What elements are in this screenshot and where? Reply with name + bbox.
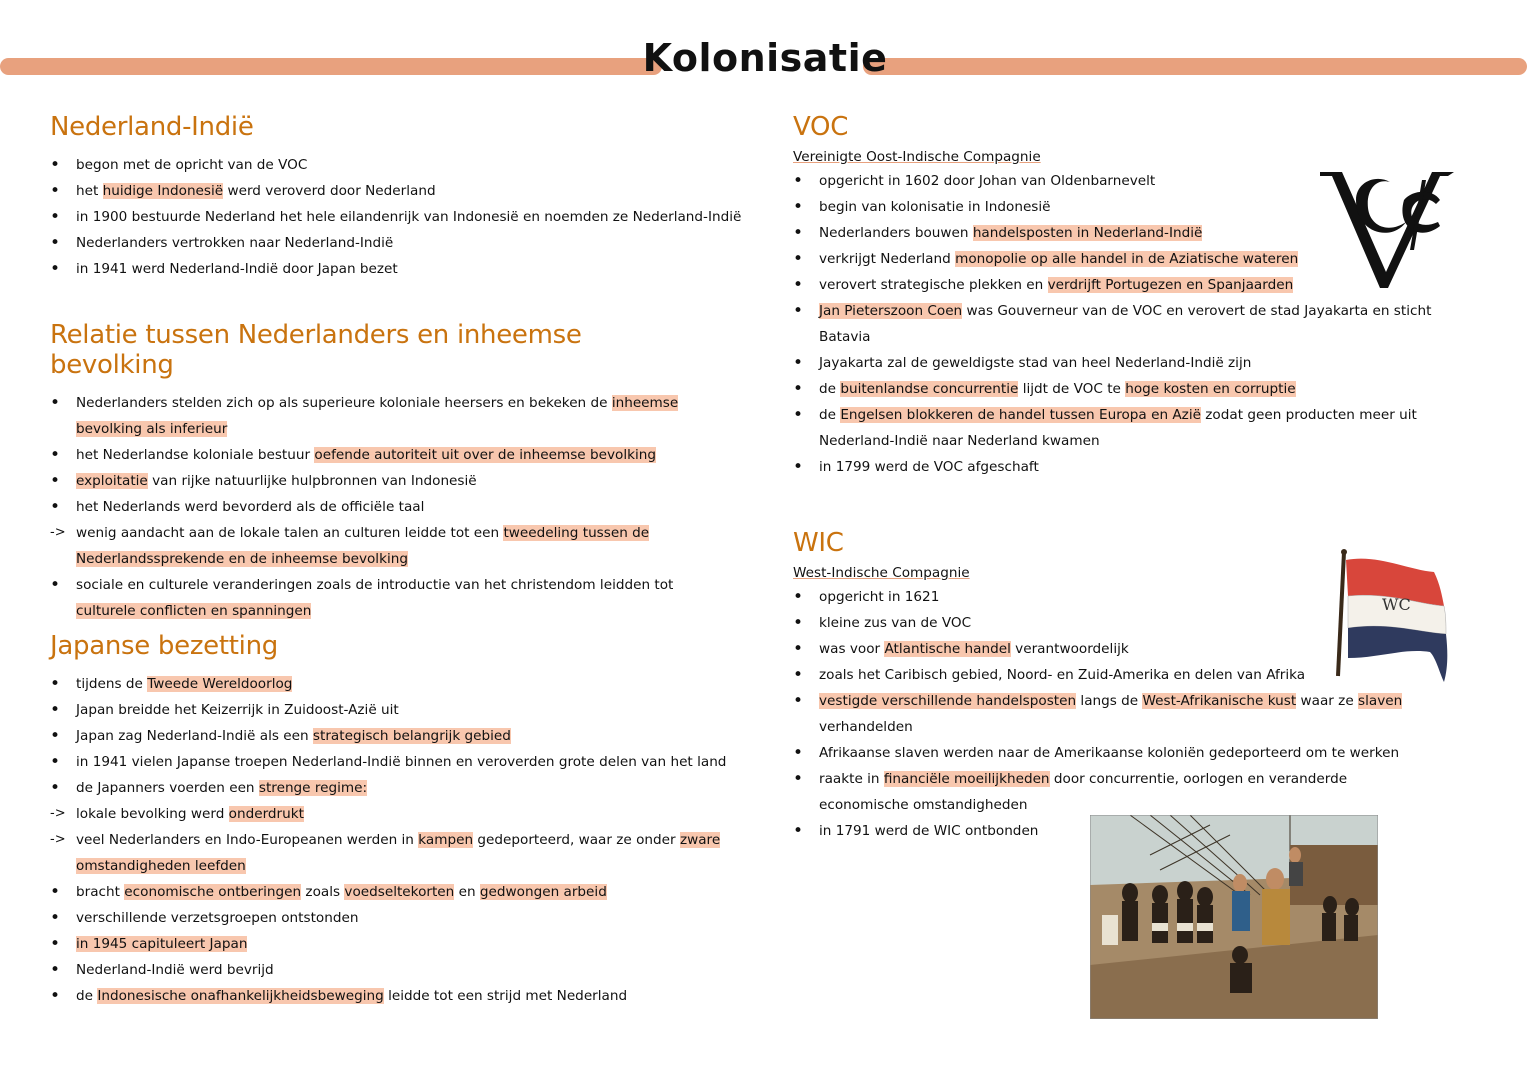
list-item — [793, 688, 1433, 740]
list-item-text: tijdens de — [76, 676, 148, 692]
list-item-text: de — [819, 407, 841, 423]
list-item-text: sociale en culturele veranderingen zoals de introductie van het christendom leidden tot — [76, 577, 674, 593]
highlighted-text: Jan Pieterszoon Coen — [819, 303, 963, 319]
list-item-text: Japan zag Nederland-Indië als een — [76, 728, 313, 744]
list-item — [793, 454, 1453, 480]
highlighted-text: onderdrukt — [228, 806, 304, 822]
list-item-text: in 1900 bestuurde Nederland het hele eilandenrijk van Indonesië en noemden ze Nederland-Indië — [76, 209, 742, 225]
list-item — [50, 390, 700, 442]
highlighted-text: tweedeling tussen de Nederlandssprekende en de inheemse bevolking — [76, 525, 650, 567]
list-item-text: van rijke natuurlijke hulpbronnen van Indonesië — [147, 473, 477, 489]
list-item-text: in 1941 werd Nederland-Indië door Japan bezet — [76, 261, 398, 277]
highlighted-text: zware omstandigheden leefden — [76, 832, 721, 874]
section-subtitle: West-Indische Compagnie — [793, 565, 970, 581]
list-item-text: Nederlanders bouwen — [819, 225, 973, 241]
slave-ship-illustration — [1090, 815, 1378, 1019]
highlighted-text: handelsposten in Nederland-Indië — [972, 225, 1203, 241]
list-item — [793, 740, 1433, 766]
list-item-text: in 1791 werd de WIC ontbonden — [819, 823, 1039, 839]
list-item-text: zoals het Caribisch gebied, Noord- en Zuid-Amerika en delen van Afrika — [819, 667, 1306, 683]
list-item — [50, 931, 740, 957]
section-nederland-indie — [50, 112, 750, 282]
list-item — [793, 376, 1453, 402]
list-item-text: zodat geen producten meer uit Nederland-Indië naar Nederland kwamen — [819, 407, 1417, 449]
highlighted-text: vestigde verschillende handelsposten — [819, 693, 1077, 709]
section-subtitle: Vereinigte Oost-Indische Compagnie — [793, 149, 1041, 165]
list-item-text: lokale bevolking werd — [76, 806, 229, 822]
list-item — [50, 905, 740, 931]
section-title: WIC — [793, 528, 844, 558]
list-item-text: wenig aandacht aan de lokale talen an culturen leidde tot een — [76, 525, 504, 541]
wic-flag-illustration — [1318, 548, 1458, 690]
list-item — [793, 298, 1453, 350]
list-item — [50, 468, 700, 494]
list-item-text: langs de — [1076, 693, 1143, 709]
list-item — [50, 957, 740, 983]
list-item-text: bracht — [76, 884, 125, 900]
list-item — [50, 697, 740, 723]
highlighted-text: monopolie op alle handel in de Aziatische wateren — [955, 251, 1299, 267]
list-item-text: Nederlanders vertrokken naar Nederland-Indië — [76, 235, 394, 251]
highlighted-text: Tweede Wereldoorlog — [147, 676, 293, 692]
list-item-text: Afrikaanse slaven werden naar de Amerikaanse koloniën gedeporteerd om te werken — [819, 745, 1400, 761]
list-item-text: en — [454, 884, 480, 900]
highlighted-text: kampen — [418, 832, 474, 848]
list-item-text: waar ze — [1296, 693, 1359, 709]
arrow-list-item — [50, 801, 740, 827]
list-item — [50, 723, 740, 749]
highlighted-text: economische ontberingen — [124, 884, 302, 900]
list-item-text: in 1799 werd de VOC afgeschaft — [819, 459, 1039, 475]
list-item-text: zoals — [301, 884, 345, 900]
highlighted-text: inheemse bevolking als inferieur — [76, 395, 679, 437]
arrow-list-item — [50, 827, 740, 879]
highlighted-text: hoge kosten en corruptie — [1125, 381, 1296, 397]
list-item-text: de Japanners voerden een — [76, 780, 259, 796]
section-title: Japanse bezetting — [50, 631, 278, 661]
voc-monogram-logo — [1316, 160, 1458, 290]
list-item-text: Nederlanders stelden zich op als superieure koloniale heersers en bekeken de — [76, 395, 612, 411]
svg-text:WC: WC — [1382, 595, 1411, 614]
list-item — [793, 766, 1433, 818]
list-item-text: de — [76, 988, 98, 1004]
list-item-text: het Nederlandse koloniale bestuur — [76, 447, 315, 463]
list-item — [50, 671, 740, 697]
highlighted-text: gedwongen arbeid — [479, 884, 607, 900]
list-item — [50, 152, 750, 178]
highlighted-text: West-Afrikanische kust — [1142, 693, 1297, 709]
list-item-text: veel Nederlanders en Indo-Europeanen werden in — [76, 832, 419, 848]
highlighted-text: voedseltekorten — [344, 884, 455, 900]
list-item — [50, 775, 740, 801]
list-item-text: opgericht in 1602 door Johan van Oldenbarnevelt — [819, 173, 1156, 189]
list-item-text: raakte in — [819, 771, 884, 787]
list-item-text: de — [819, 381, 841, 397]
highlighted-text: financiële moeilijkheden — [883, 771, 1050, 787]
list-item-text: lijdt de VOC te — [1018, 381, 1126, 397]
list-item-text: Nederland-Indië werd bevrijd — [76, 962, 274, 978]
list-item — [50, 442, 700, 468]
list-item-text: verovert strategische plekken en — [819, 277, 1048, 293]
section-japanse-bezetting — [50, 631, 740, 1009]
arrow-list-item — [50, 520, 700, 572]
list-item-text: in 1941 vielen Japanse troepen Nederland-Indië binnen en veroverden grote delen van het land — [76, 754, 727, 770]
section-title: Relatie tussen Nederlanders en inheemse bevolking — [50, 320, 582, 380]
list-item — [50, 494, 700, 520]
list-item — [793, 350, 1453, 376]
list-item-text: was voor — [819, 641, 885, 657]
list-item-text: leidde tot een strijd met Nederland — [383, 988, 628, 1004]
list-item-text: gedeporteerd, waar ze onder — [473, 832, 680, 848]
list-item — [50, 178, 750, 204]
section-relatie — [50, 320, 700, 624]
list-item-text: begin van kolonisatie in Indonesië — [819, 199, 1051, 215]
highlighted-text: Engelsen blokkeren de handel tussen Europa en Azië — [840, 407, 1201, 423]
list-item-text: verhandelden — [819, 719, 913, 735]
highlighted-text: in 1945 capituleert Japan — [76, 936, 248, 952]
list-item — [50, 983, 740, 1009]
section-title: VOC — [793, 112, 849, 142]
title-bar-left — [0, 58, 662, 75]
bullet-list — [50, 671, 740, 1009]
highlighted-text: verdrijft Portugezen en Spanjaarden — [1047, 277, 1294, 293]
list-item — [50, 572, 700, 624]
highlighted-text: strenge regime: — [258, 780, 368, 796]
page-title: Kolonisatie — [642, 36, 888, 80]
list-item — [50, 230, 750, 256]
section-title: Nederland-Indië — [50, 112, 254, 142]
list-item — [50, 749, 740, 775]
list-item — [793, 402, 1453, 454]
highlighted-text: huidige Indonesië — [102, 183, 224, 199]
list-item — [50, 879, 740, 905]
bullet-list — [50, 390, 700, 624]
list-item-text: was Gouverneur van de VOC en verovert de stad Jayakarta en sticht Batavia — [819, 303, 1432, 345]
list-item — [50, 256, 750, 282]
list-item-text: het — [76, 183, 103, 199]
highlighted-text: buitenlandse concurrentie — [840, 381, 1019, 397]
list-item-text: Jayakarta zal de geweldigste stad van heel Nederland-Indië zijn — [819, 355, 1252, 371]
list-item-text: begon met de opricht van de VOC — [76, 157, 308, 173]
list-item-text: kleine zus van de VOC — [819, 615, 972, 631]
list-item-text: het Nederlands werd bevorderd als de officiële taal — [76, 499, 425, 515]
list-item-text: verschillende verzetsgroepen ontstonden — [76, 910, 359, 926]
list-item — [50, 204, 750, 230]
highlighted-text: Indonesische onafhankelijkheidsbeweging — [97, 988, 384, 1004]
highlighted-text: strategisch belangrijk gebied — [312, 728, 511, 744]
highlighted-text: exploitatie — [76, 473, 148, 489]
highlighted-text: Atlantische handel — [884, 641, 1011, 657]
list-item-text: Japan breidde het Keizerrijk in Zuidoost-Azië uit — [76, 702, 399, 718]
highlighted-text: culturele conflicten en spanningen — [76, 603, 312, 619]
bullet-list — [50, 152, 750, 282]
list-item-text: door concurrentie, oorlogen en veranderde economische omstandigheden — [819, 771, 1348, 813]
title-bar-right — [863, 58, 1527, 75]
list-item-text: opgericht in 1621 — [819, 589, 940, 605]
highlighted-text: oefende autoriteit uit over de inheemse bevolking — [314, 447, 656, 463]
list-item-text: verantwoordelijk — [1010, 641, 1129, 657]
highlighted-text: slaven — [1358, 693, 1403, 709]
list-item-text: werd veroverd door Nederland — [223, 183, 436, 199]
list-item-text: verkrijgt Nederland — [819, 251, 956, 267]
